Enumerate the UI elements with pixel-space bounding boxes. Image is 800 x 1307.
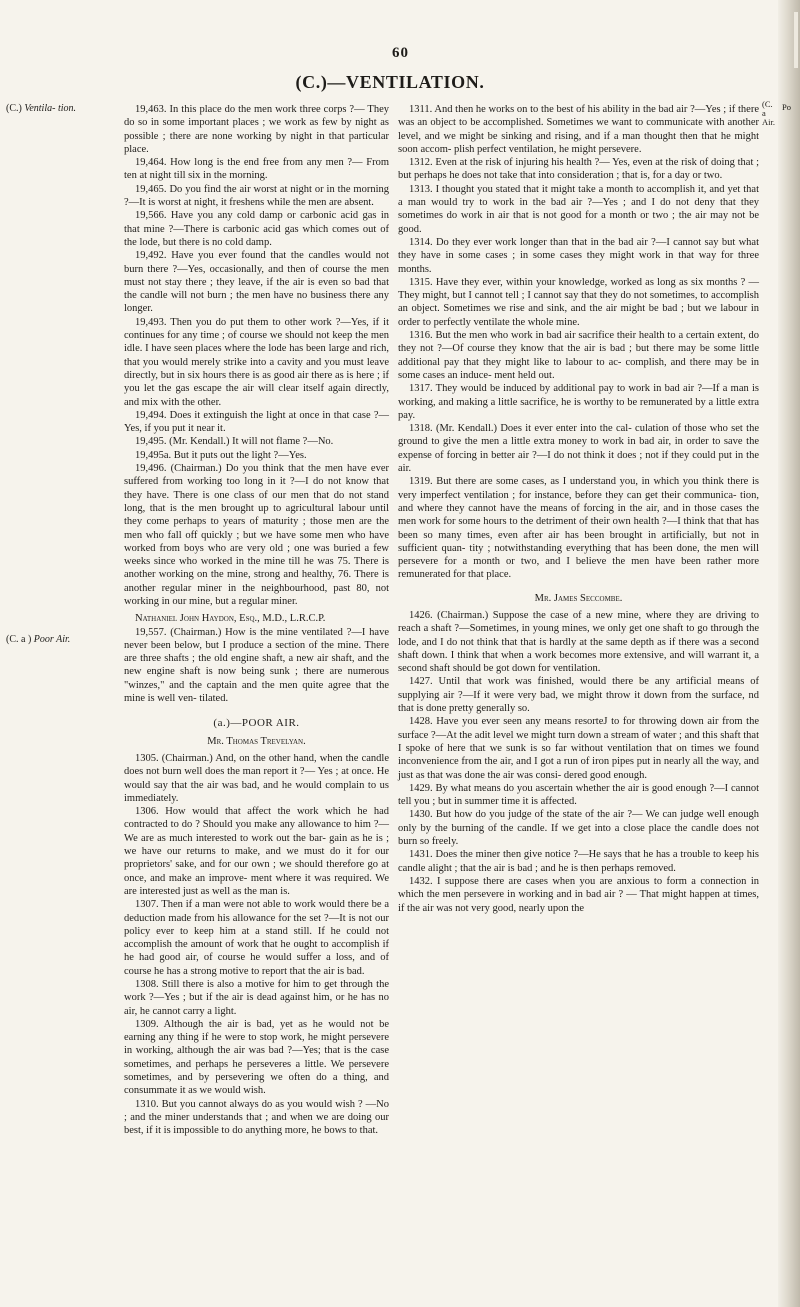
paragraph: 1428. Have you ever seen any means resorteJ to for throwing down air from the surface ?—At the adit level we might turn down a stream of water ; and this shaft that I spoke of here that we sunk is so far without ventilation that on times we found inconvenience from the air, and I got a run of iron pipes put in nearly all the way, and just as that was done the air was consi- dered good enough. [398, 716, 759, 781]
paragraph: 19,464. How long is the end free from any men ?— From ten at night till six in the morning. [124, 157, 389, 182]
paragraph: 1311. And then he works on to the best of his ability in the bad air ?—Yes ; if there was an object to be accomplished. Sometimes we want to communicate with another level, and we might be sinking and rising, and if a man thought then that he might soon accom- plish perfect ventilation, he might persevere. [398, 104, 759, 155]
left-column [124, 103, 389, 1138]
paragraph: 19,566. Have you any cold damp or carbonic acid gas in that mine ?—There is carbonic acid gas which comes out of the lode, but there is no cold damp. [124, 210, 389, 248]
page-number: 60 [392, 45, 409, 61]
witness-name: Mr. James Seccombe. [534, 592, 623, 604]
witness-name: Mr. Thomas Trevelyan. [207, 735, 306, 747]
paragraph: 19,557. (Chairman.) How is the mine ventilated ?—I have never been below, but I produce a section of the mine. There are three shafts ; the old engine shaft, a new air shaft, and the new engine shaft is now being sunk ; there are numerous "winzes," and the captain and the men quite agree that the mine is well ven- tilated. [124, 626, 389, 705]
margin-note-poor-air [6, 634, 86, 646]
paragraph: 1431. Does the miner then give notice ?—He says that he has a trouble to keep his candle alight ; that the air is bad ; and he is then perhaps removed. [398, 849, 759, 874]
margin-note-text: Air. [762, 117, 775, 127]
paragraph: 1307. Then if a man were not able to work would there be a deduction made from his allowance for the set ?—It is not our policy ever to keep him at a stand still. If he could not accomplish the amount of work that he ought to accomplish if he had good air, of course he would suffer a loss, and of course he has a strong motive to report that the air is bad. [124, 899, 389, 977]
paragraph: 1313. I thought you stated that it might take a month to accomplish it, and yet that a man would try to work in the bad air ?—Yes ; and I do not deny that they sometimes do work in air that is not good for a month or two ; the air may not be good. [398, 183, 759, 235]
paragraph: 19,463. In this place do the men work three corps ?— They do so in some important places ; we work as few by night as possible ; there are none working by night in that particular place. [124, 104, 389, 155]
margin-note-text: Poor Air. [33, 634, 71, 645]
paragraph: 1312. Even at the risk of injuring his health ?— Yes, even at the risk of doing that ; but perhaps he does not take that into consideration ; that is, for a day or two. [398, 157, 759, 182]
margin-note-code: (C.) [6, 103, 22, 114]
paragraph: 1309. Although the air is bad, yet as he would not be earning any thing if he were to stop work, he might persevere in working, although the air was bad ?—Yes; that is the case sometimes, and perhaps he perseveres a little. We persevere sometimes, and by persevering we often do a thing, and consummate it as we would wish. [124, 1018, 389, 1097]
paragraph: 1430. But how do you judge of the state of the air ?— We can judge well enough only by the burning of the candle. If we get into a close place the candle does not burn so freely. [398, 809, 759, 848]
margin-note-right [762, 100, 778, 127]
paragraph: 1310. But you cannot always do as you would wish ? —No ; and the miner understands that ; and when we are doing our best, if it is impossible to do anything more, he bows to that. [124, 1098, 389, 1137]
paragraph: 1429. By what means do you ascertain whether the air is good enough ?—I cannot tell you ; but in summer time it is affected. [398, 782, 759, 808]
paragraph: 19,495a. But it puts out the light ?—Yes. [135, 449, 307, 461]
paragraph: 1315. Have they ever, within your knowledge, worked as long as six months ? — They might, but I cannot tell ; I cannot say that they do not sometimes, to accomplish an object. Sometimes we rise and sink, and the air might be bad ; but we labour in order to perfectly ventilate the whole mine. [398, 276, 759, 328]
margin-note-text: Ventila- tion. [24, 103, 77, 114]
witness-name: Nathaniel John Haydon, Esq., M.D., L.R.C.P. [135, 613, 326, 625]
paragraph: 19,465. Do you find the air worst at night or in the morning ?—It is worst at night, it freshens while the men are absent. [124, 183, 389, 209]
paragraph: 1427. Until that work was finished, would there be any artificial means of supplying air ?—If it were very bad, we might throw it down from the surface, nd that is done pretty generally so. [398, 676, 759, 715]
margin-note-ventilation [6, 103, 101, 115]
paragraph: 1308. Still there is also a motive for him to get through the work ?—Yes ; but if the air is dead against him, or he has no air, he cannot carry a light. [124, 979, 389, 1017]
paragraph: 1426. (Chairman.) Suppose the case of a new mine, where they are driving to reach a shaft ?—Sometimes, in young mines, we only get one shaft to go through the lode, and I do not think that that is hardly at the same depth as if there was a second shaft down. I think that when a work becomes more extensive, and will warrant it, a second shaft should be got down for ventilation. [398, 609, 759, 675]
paragraph: 19,493. Then you do put them to other work ?—Yes, if it continues for any time ; of course we should not keep the men idle. I have seen places where the lode has been large and rich, that you would merely strike into a cavity and you must leave directly, but in six hours there is as good air there as is here ; if you let the gas escape the air will clear itself again directly, and mix with the other. [124, 316, 389, 408]
section-title: (C.)—VENTILATION. [295, 72, 485, 92]
paragraph: 1432. I suppose there are cases when you are anxious to form a connection in which the men persevere in working and in bad air ? — That might happen at times, if the air was not very good, nearly upon the [398, 875, 759, 914]
paragraph: 1306. How would that affect the work which he had contracted to do ? Should you make any allowance to him ?—We are as much interested to work out the bar- gain as he is ; we have our returns to make, and we must do it for our proprietors' sake, and for our own ; we should therefore go at once, and make an improve- ment where it was required. We are interested just as well as the man is. [124, 806, 389, 897]
paragraph: 1316. But the men who work in bad air sacrifice their health to a certain extent, do they not ?—Of course they know that the air is bad ; but there may be some little additional pay that they might like to labour to ac- complish, and there may be in some cases an induce- ment held out. [398, 330, 759, 381]
paragraph: 1314. Do they ever work longer than that in the bad air ?—I cannot say but what they have in some cases ; in some cases they might work in that way for three months. [398, 236, 759, 275]
paragraph: 1317. They would be induced by additional pay to work in bad air ?—If a man is working, and making a little sacrifice, he is worthy to be remunerated by a little extra pay. [398, 383, 759, 421]
margin-note-right-extra: Po [782, 102, 791, 112]
subsection-heading: (a.)—POOR AIR. [213, 717, 300, 730]
paragraph: 19,492. Have you ever found that the candles would not burn there ?—Yes, occasionally, and then of course the men must not stay there ; they leave, if the air is even so bad that the candle will not burn ; the men have no business there any longer. [124, 250, 389, 315]
page-edge-mark [794, 12, 798, 68]
paragraph: 19,494. Does it extinguish the light at once in that case ?—Yes, if you put it near it. [124, 409, 389, 435]
paragraph: 19,496. (Chairman.) Do you think that the men have ever suffered from working too long in it ?—I do not know that they have. There is one class of our men that do not stand long, that is the men brought up to agricultural labour until they come perhaps to years of maturity ; those men are the men who fall off quickly ; but we have some men who have worked from boys who are very old ; one was buried a few weeks since who worked in the mine till he was 75. There is another working on the mine, strong and healthy, 76. There is another regular miner in the neighbourhood, past 80, not working in our mine, but a regular miner. [124, 463, 389, 607]
page-edge-shadow [778, 0, 800, 1307]
margin-note-code: (C. a [762, 99, 773, 118]
paragraph: 1319. But there are some cases, as I understand you, in which you think there is very imperfect ventilation ; for instance, before they can get their communica- tion, and where they cannot have the means of forcing in the air, and in those cases the men work for some hours to the detriment of their own health ?—I think that that has been so many times, even after air has been brought in artificially, but not in sufficient quan- tity ; notwithstanding everything that has been done, the men will persevere for a month or two, and I believe the men have been rather more remunerated for that place. [398, 476, 759, 581]
paragraph: 1305. (Chairman.) And, on the other hand, when the candle does not burn well does the man report it ?— Yes ; at once. He would say that the air was bad, and he would complain to us immediately. [124, 752, 389, 804]
paragraph: 1318. (Mr. Kendall.) Does it ever enter into the cal- culation of those who set the ground to give the men a little extra money to work in bad air, in order to save the expense of forcing in better air ?—I do not think it does ; not if they could put in the air. [398, 423, 759, 475]
margin-note-code: (C. a ) [6, 634, 32, 645]
right-column [398, 103, 759, 915]
paragraph: 19,495. (Mr. Kendall.) It will not flame ?—No. [135, 436, 334, 448]
